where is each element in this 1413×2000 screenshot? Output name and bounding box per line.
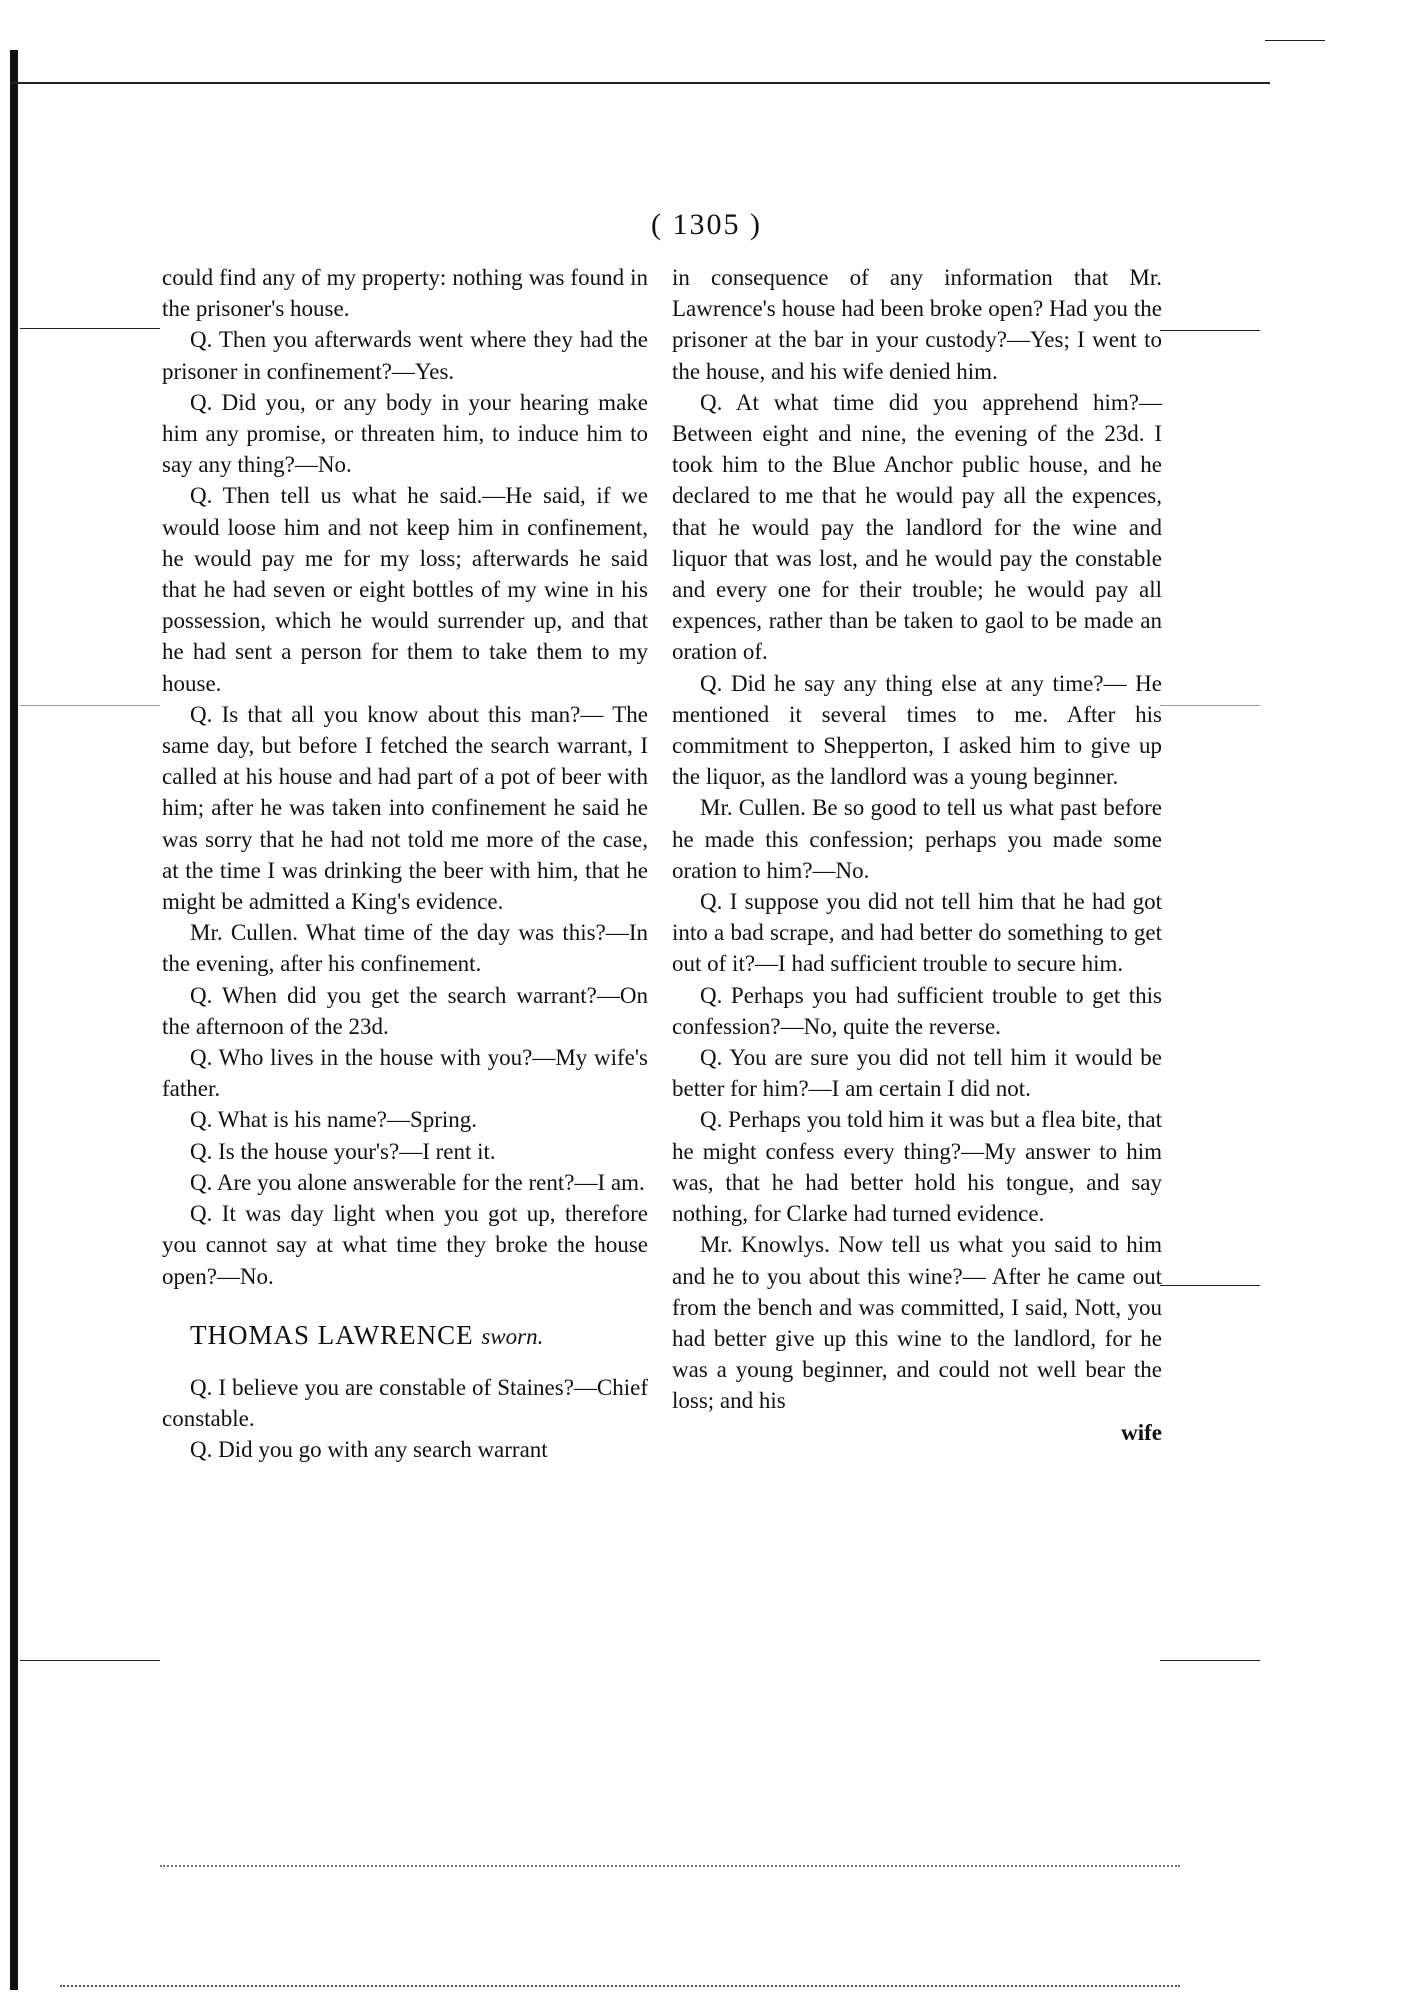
top-right-mark [1265,40,1325,41]
paragraph: could find any of my property: nothing was found in the prisoner's house. [162,265,648,322]
paragraph: Mr. Cullen. What time of the day was this?—In the evening, after his confinement. [162,920,648,977]
paragraph: Mr. Knowlys. Now tell us what you said to him and he to you about this wine?— After he came out from the bench and was committed, I said, Nott, you had better give up this wine to the landlord, for he was a young beginner, and could not well bear the loss; and his [672,1232,1162,1414]
scan-speckle-1 [160,1865,1180,1868]
witness-heading [162,1320,648,1352]
paragraph: Mr. Cullen. Be so good to tell us what past before he made this confession; perhaps you made some oration to him?—No. [672,795,1162,883]
paragraph: Q. Is that all you know about this man?— The same day, but before I fetched the search warrant, I called at his house and had part of a pot of beer with him; after he was taken into confinement he said he was sorry that he had not told me more of the case, at the time I was drinking the beer with him, that he might be admitted a King's evidence. [162,701,648,915]
page-number: ( 1305 ) [651,208,762,241]
left-paragraphs [162,262,648,1292]
witness-sworn: sworn. [481,1323,544,1349]
right-paragraphs [672,262,1162,1417]
paragraph: Q. At what time did you apprehend him?— Between eight and nine, the evening of the 23d. I took him to the Blue Anchor public house, and he declared to me that he would pay all the expences, that he would pay the landlord for the wine and liquor that was lost, and he would pay the constable and every one for their trouble; he would pay all expences, rather than be taken to gaol to be made an oration of. [672,389,1162,665]
paragraph: Q. Perhaps you had sufficient trouble to get this confession?—No, quite the reverse. [672,982,1162,1039]
catchword: wife [1121,1419,1162,1445]
top-rule [10,82,1270,84]
paragraph: Q. Did he say any thing else at any time?— He mentioned it several times to me. After his commitment to Shepperton, I asked him to give up the liquor, as the landlord was a young beginner. [672,670,1162,790]
paragraph: Q. Are you alone answerable for the rent?—I am. [190,1169,645,1195]
paragraph: Q. I believe you are constable of Staines?—Chief constable. [162,1374,648,1432]
scan-line-right-2 [1160,705,1260,706]
paragraph: Q. When did you get the search warrant?—On the afternoon of the 23d. [162,982,648,1039]
right-column [672,262,1162,1448]
paragraph: Q. I suppose you did not tell him that he had got into a bad scrape, and had better do something to get out of it?—I had sufficient trouble to secure him. [672,889,1162,977]
paragraph: Q. Then tell us what he said.—He said, if we would loose him and not keep him in confinement, he would pay me for my loss; afterwards he said that he had seven or eight bottles of my wine in his possession, which he would surrender up, and that he had sent a person for them to take them to my house. [162,483,648,696]
paragraph: Q. It was day light when you got up, therefore you cannot say at what time they broke the house open?—No. [162,1201,648,1289]
paragraph: Q. Did you go with any search warrant [190,1437,548,1463]
scan-line-left-2 [20,705,160,706]
left-paragraphs-after [162,1372,648,1466]
paragraph: Q. Is the house your's?—I rent it. [190,1138,496,1164]
paragraph: Q. Did you, or any body in your hearing make him any promise, or threaten him, to induce him to say any thing?—No. [162,389,648,478]
scan-speckle-2 [60,1985,1180,1988]
paragraph: in consequence of any information that Mr. Lawrence's house had been broke open? Had you the prisoner at the bar in your custody?—Yes; I went to the house, and his wife denied him. [672,265,1162,384]
paragraph: Q. You are sure you did not tell him it would be better for him?—I am certain I did not. [672,1045,1162,1102]
paragraph: Q. What is his name?—Spring. [190,1107,478,1133]
paragraph: Q. Who lives in the house with you?—My wife's father. [162,1045,648,1102]
scan-line-left-4 [20,1660,160,1661]
left-column [162,262,648,1466]
scan-line-left-1 [20,328,160,329]
scan-line-right-4 [1160,1660,1260,1661]
witness-name: THOMAS LAWRENCE [190,1319,474,1350]
paragraph: Q. Then you afterwards went where they had the prisoner in confinement?—Yes. [162,327,648,384]
paragraph: Q. Perhaps you told him it was but a flea bite, that he might confess every thing?—My answer to him was, that he had better hold his tongue, and say nothing, for Clarke had turned evidence. [672,1107,1162,1227]
scan-line-right-3 [1160,1285,1260,1286]
page-edge-shadow [10,50,18,1990]
scan-line-right-1 [1160,330,1260,331]
